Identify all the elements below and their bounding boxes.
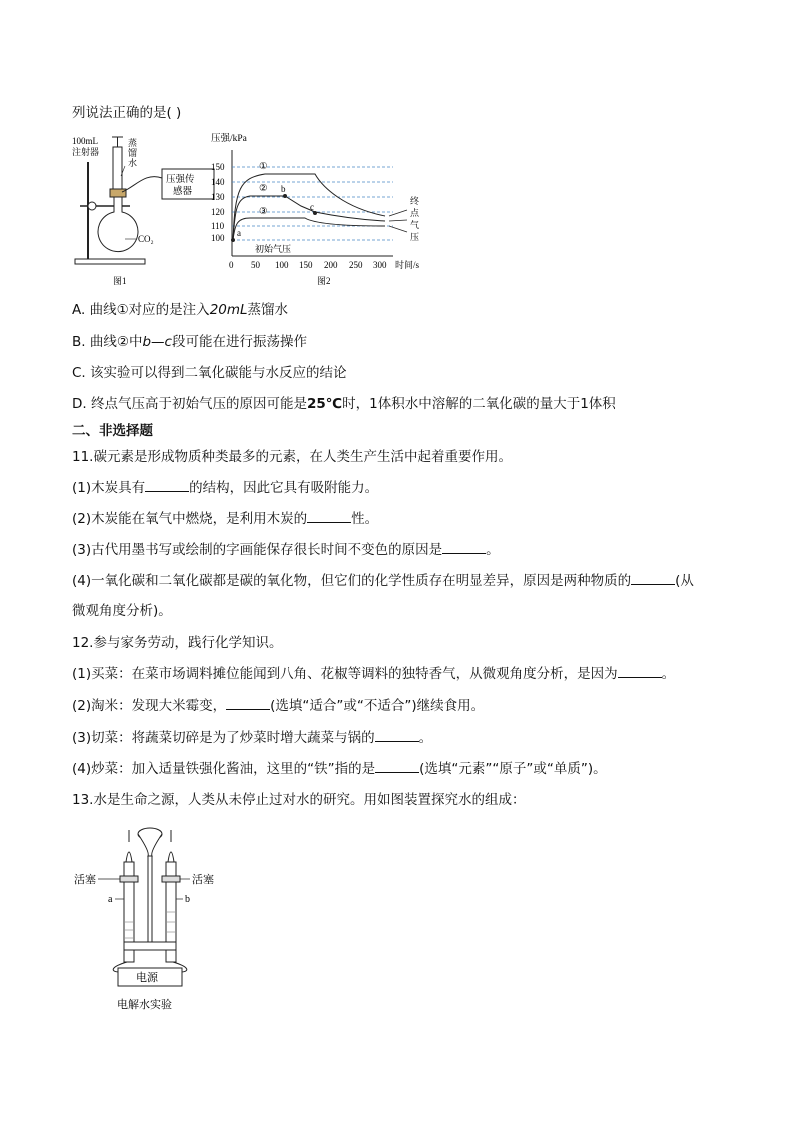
curve-label: ②	[259, 184, 268, 194]
option-a-rest: 蒸馏水	[247, 302, 289, 318]
end-pressure-label: 终	[410, 196, 420, 206]
option-a	[72, 301, 288, 319]
answer-blank[interactable]	[145, 479, 189, 492]
y-tick: 150	[211, 162, 225, 172]
water-label-3: 水	[128, 158, 138, 168]
q12-part2: (2)淘米：发现大米霉变， (选填“适合”或“不适合”)继续食用。	[72, 698, 485, 714]
q13-stem: 13.水是生命之源，人类从未停止过对水的研究。用如图装置探究水的组成：	[72, 792, 526, 808]
y-tick: 100	[211, 233, 225, 243]
option-d	[72, 395, 616, 413]
point-label-c: c	[310, 202, 314, 212]
figure1-caption: 图1	[113, 276, 127, 286]
power-source-label: 电源	[136, 972, 158, 984]
tube-label-a: a	[108, 894, 113, 905]
option-a-math: 20mL	[209, 302, 248, 318]
curve-label: ③	[259, 207, 268, 217]
figure3-caption: 电解水实验	[117, 999, 172, 1011]
end-pressure-label: 压	[410, 232, 420, 242]
x-tick: 250	[349, 260, 363, 270]
q11-part1: (1)木炭具有 的结构，因此它具有吸附能力。	[72, 480, 379, 496]
water-label-2: 馏	[128, 148, 138, 158]
q11-part3: (3)古代用墨书写或绘制的字画能保存很长时间不变色的原因是 。	[72, 542, 500, 558]
figure2-caption: 图2	[317, 276, 331, 286]
answer-blank[interactable]	[375, 729, 419, 742]
option-d-rest: 时，1体积水中溶解的二氧化碳的量大于1体积	[342, 396, 616, 412]
co2-label: CO₂	[138, 234, 154, 244]
x-tick: 0	[229, 260, 234, 270]
figure2-pressure-chart	[205, 128, 435, 290]
point-label-b: b	[281, 184, 286, 194]
answer-blank[interactable]	[375, 760, 419, 773]
q12-part3: (3)切菜：将蔬菜切碎是为了炒菜时增大蔬菜与锅的 。	[72, 730, 433, 746]
stopcock-label-left: 活塞	[74, 874, 96, 886]
answer-blank[interactable]	[618, 665, 662, 678]
figure3-electrolysis	[70, 822, 230, 1022]
x-axis-label: 时间/s	[395, 260, 420, 270]
q12-part4: (4)炒菜：加入适量铁强化酱油，这里的“铁”指的是 (选填“元素”“原子”或“单质”)。	[72, 761, 607, 777]
tube-label-b: b	[185, 894, 190, 905]
answer-blank[interactable]	[631, 572, 675, 585]
q12-part1: (1)买菜：在菜市场调料摊位能闻到八角、花椒等调料的独特香气，从微观角度分析，是因为 。	[72, 666, 676, 682]
y-tick: 110	[211, 221, 225, 231]
q11-part4: (4)一氧化碳和二氧化碳都是碳的氧化物，但它们的化学性质存在明显差异，原因是两种物质的 (从	[72, 573, 694, 589]
figure1-apparatus	[70, 132, 220, 292]
option-b-math: b—c	[142, 334, 172, 350]
option-d-label: D. 终点气压高于初始气压的原因可能是	[72, 396, 307, 412]
q12-stem: 12.参与家务劳动，践行化学知识。	[72, 635, 283, 651]
q11-part2: (2)木炭能在氧气中燃烧，是利用木炭的 性。	[72, 511, 379, 527]
sensor-label-2: 感器	[173, 187, 193, 197]
y-axis-label: 压强/kPa	[211, 134, 247, 144]
y-tick: 140	[211, 177, 225, 187]
end-pressure-label: 点	[410, 208, 420, 218]
answer-blank[interactable]	[226, 697, 270, 710]
x-tick: 100	[275, 260, 289, 270]
q11-part4-cont: 微观角度分析)。	[72, 603, 172, 619]
end-pressure-label: 气	[410, 220, 420, 230]
option-a-label: A. 曲线①对应的是注入	[72, 302, 210, 318]
answer-blank[interactable]	[307, 510, 351, 523]
x-tick: 300	[373, 260, 387, 270]
stopcock-label-right: 活塞	[192, 874, 214, 886]
y-tick: 120	[211, 207, 225, 217]
section-heading: 二、非选择题	[72, 423, 153, 439]
water-label-1: 蒸	[128, 138, 138, 148]
option-b-rest: 段可能在进行振荡操作	[171, 334, 307, 350]
sensor-label: 压强传	[166, 175, 195, 185]
question-stem: 列说法正确的是( )	[72, 105, 182, 121]
q11-stem: 11.碳元素是形成物质种类最多的元素，在人类生产生活中起着重要作用。	[72, 449, 512, 465]
y-tick: 130	[211, 192, 225, 202]
initial-pressure-label: 初始气压	[255, 244, 292, 254]
option-d-math: 25℃	[306, 396, 343, 412]
point-label-a: a	[237, 228, 241, 238]
syringe-label: 100mL	[72, 136, 98, 146]
answer-blank[interactable]	[442, 541, 486, 554]
x-tick: 150	[299, 260, 313, 270]
x-tick: 200	[324, 260, 338, 270]
option-c-label: C. 该实验可以得到二氧化碳能与水反应的结论	[72, 365, 347, 381]
curve-label: ①	[259, 162, 268, 172]
option-c	[72, 364, 347, 382]
option-b-label: B. 曲线②中	[72, 334, 143, 350]
x-tick: 50	[251, 260, 260, 270]
syringe-label-2: 注射器	[72, 147, 100, 157]
option-b	[72, 333, 307, 351]
